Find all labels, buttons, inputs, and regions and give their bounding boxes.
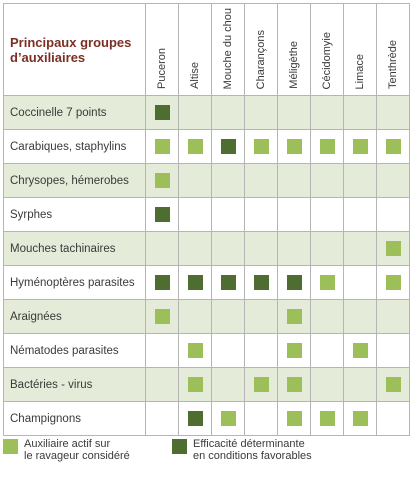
table-row	[4, 266, 410, 300]
pest-label: Puceron	[156, 48, 169, 89]
table-cell	[179, 164, 212, 198]
light-effect-square	[188, 377, 203, 392]
table-row	[4, 130, 410, 164]
light-effect-square	[353, 139, 368, 154]
table-cell	[311, 334, 344, 368]
light-effect-square	[320, 275, 335, 290]
table-cell	[146, 266, 179, 300]
legend-dark-text	[193, 438, 343, 462]
light-effect-square	[353, 411, 368, 426]
column-header-pest	[146, 4, 179, 96]
table-cell	[245, 266, 278, 300]
legend-dark-swatch	[172, 439, 187, 454]
table-cell	[344, 130, 377, 164]
light-effect-square	[287, 411, 302, 426]
table-cell	[278, 232, 311, 266]
table-cell	[344, 232, 377, 266]
table-row	[4, 300, 410, 334]
table-cell	[245, 402, 278, 436]
table-cell	[344, 300, 377, 334]
pest-label: Limace	[354, 53, 367, 89]
pest-label: Tenthrède	[387, 40, 399, 89]
column-header-pest	[377, 4, 410, 96]
light-effect-square	[287, 377, 302, 392]
table-cell	[245, 164, 278, 198]
auxiliary-name: Bactéries - virus	[4, 368, 146, 402]
table-cell	[179, 334, 212, 368]
table-cell	[344, 402, 377, 436]
auxiliary-name: Nématodes parasites	[4, 334, 146, 368]
table-title-line2: d’auxiliaires	[10, 49, 86, 65]
pest-label: Cécidomyie	[321, 31, 334, 89]
light-effect-square	[254, 139, 269, 154]
auxiliary-name: Mouches tachinaires	[4, 232, 146, 266]
table-cell	[212, 300, 245, 334]
light-effect-square	[155, 139, 170, 154]
pest-label: Méligèthe	[288, 41, 301, 89]
legend-dark	[172, 438, 372, 474]
table-cell	[179, 96, 212, 130]
legend-dark-line2: en conditions favorables	[193, 450, 312, 462]
light-effect-square	[320, 411, 335, 426]
column-header-pest	[278, 4, 311, 96]
table-cell	[377, 96, 410, 130]
table-cell	[278, 334, 311, 368]
light-effect-square	[386, 139, 401, 154]
auxiliary-name: Araignées	[4, 300, 146, 334]
legend-light-swatch	[3, 439, 18, 454]
column-header-pest	[311, 4, 344, 96]
pest-label: Charançons	[255, 29, 268, 89]
column-header-pest	[344, 4, 377, 96]
table-cell	[212, 198, 245, 232]
table-row	[4, 96, 410, 130]
table-cell	[212, 232, 245, 266]
table-cell	[245, 198, 278, 232]
header-row	[4, 4, 410, 96]
table-cell	[146, 368, 179, 402]
auxiliary-name: Chrysopes, hémerobes	[4, 164, 146, 198]
dark-effect-square	[155, 105, 170, 120]
table-cell	[311, 232, 344, 266]
table-cell	[311, 266, 344, 300]
table-cell	[311, 164, 344, 198]
dark-effect-square	[287, 275, 302, 290]
column-header-pest	[179, 4, 212, 96]
table-cell	[344, 266, 377, 300]
table-cell	[278, 96, 311, 130]
light-effect-square	[287, 343, 302, 358]
table-cell	[146, 198, 179, 232]
table-row	[4, 198, 410, 232]
table-cell	[278, 164, 311, 198]
table-cell	[377, 198, 410, 232]
table-cell	[179, 402, 212, 436]
table-cell	[278, 266, 311, 300]
table-cell	[212, 266, 245, 300]
table-row	[4, 402, 410, 436]
auxiliary-name: Coccinelle 7 points	[4, 96, 146, 130]
table-cell	[212, 368, 245, 402]
light-effect-square	[254, 377, 269, 392]
table-row	[4, 334, 410, 368]
table-cell	[179, 300, 212, 334]
table-cell	[377, 334, 410, 368]
table-cell	[344, 164, 377, 198]
table-row	[4, 368, 410, 402]
table-cell	[344, 368, 377, 402]
light-effect-square	[155, 309, 170, 324]
dark-effect-square	[221, 275, 236, 290]
pest-label: Mouche du chou	[222, 7, 235, 89]
table-cell	[344, 96, 377, 130]
table-cell	[377, 266, 410, 300]
table-cell	[245, 130, 278, 164]
table-cell	[146, 232, 179, 266]
legend-dark-line1: Efficacité déterminante	[193, 438, 305, 450]
light-effect-square	[386, 241, 401, 256]
table-cell	[278, 402, 311, 436]
dark-effect-square	[254, 275, 269, 290]
light-effect-square	[287, 139, 302, 154]
light-effect-square	[353, 343, 368, 358]
light-effect-square	[221, 411, 236, 426]
auxiliary-name: Syrphes	[4, 198, 146, 232]
table-cell	[146, 130, 179, 164]
table-cell	[278, 198, 311, 232]
auxiliary-name: Champignons	[4, 402, 146, 436]
column-header-pest	[212, 4, 245, 96]
table-cell	[179, 266, 212, 300]
table-cell	[245, 232, 278, 266]
table-cell	[377, 368, 410, 402]
table-cell	[311, 96, 344, 130]
table-cell	[179, 368, 212, 402]
table-cell	[179, 198, 212, 232]
table-cell	[245, 300, 278, 334]
auxiliary-name: Carabiques, staphylins	[4, 130, 146, 164]
table-cell	[212, 130, 245, 164]
table-cell	[212, 96, 245, 130]
table-cell	[278, 368, 311, 402]
table-cell	[311, 368, 344, 402]
dark-effect-square	[188, 275, 203, 290]
light-effect-square	[188, 343, 203, 358]
table-cell	[245, 368, 278, 402]
table-cell	[377, 130, 410, 164]
dark-effect-square	[155, 275, 170, 290]
table-cell	[377, 164, 410, 198]
table-cell	[212, 402, 245, 436]
table-title-line1: Principaux groupes	[10, 34, 132, 50]
table-cell	[344, 334, 377, 368]
table-cell	[377, 402, 410, 436]
table-cell	[344, 198, 377, 232]
table-cell	[311, 402, 344, 436]
table-cell	[146, 334, 179, 368]
column-header-pest	[245, 4, 278, 96]
table-cell	[179, 130, 212, 164]
dark-effect-square	[188, 411, 203, 426]
table-cell	[311, 130, 344, 164]
auxiliaries-table	[3, 3, 410, 436]
table-cell	[146, 402, 179, 436]
table-cell	[146, 96, 179, 130]
table-body	[4, 96, 410, 436]
table-row	[4, 164, 410, 198]
table-cell	[146, 300, 179, 334]
dark-effect-square	[155, 207, 170, 222]
light-effect-square	[386, 377, 401, 392]
table-cell	[146, 164, 179, 198]
table-cell	[212, 164, 245, 198]
legend-light-line1: Auxiliaire actif sur	[24, 438, 111, 450]
legend-light-line2: le ravageur considéré	[24, 450, 130, 462]
table-cell	[278, 130, 311, 164]
legend-light-text	[24, 438, 174, 462]
light-effect-square	[188, 139, 203, 154]
light-effect-square	[155, 173, 170, 188]
auxiliary-name: Hyménoptères parasites	[4, 266, 146, 300]
table-cell	[212, 334, 245, 368]
table-cell	[278, 300, 311, 334]
legend-light	[3, 438, 183, 474]
light-effect-square	[287, 309, 302, 324]
dark-effect-square	[221, 139, 236, 154]
pest-label: Altise	[189, 62, 202, 89]
table-cell	[245, 96, 278, 130]
table-row	[4, 232, 410, 266]
light-effect-square	[320, 139, 335, 154]
table-cell	[377, 232, 410, 266]
table-cell	[311, 300, 344, 334]
table-cell	[179, 232, 212, 266]
light-effect-square	[386, 275, 401, 290]
table-cell	[377, 300, 410, 334]
table-cell	[245, 334, 278, 368]
table-title	[4, 4, 146, 96]
table-cell	[311, 198, 344, 232]
